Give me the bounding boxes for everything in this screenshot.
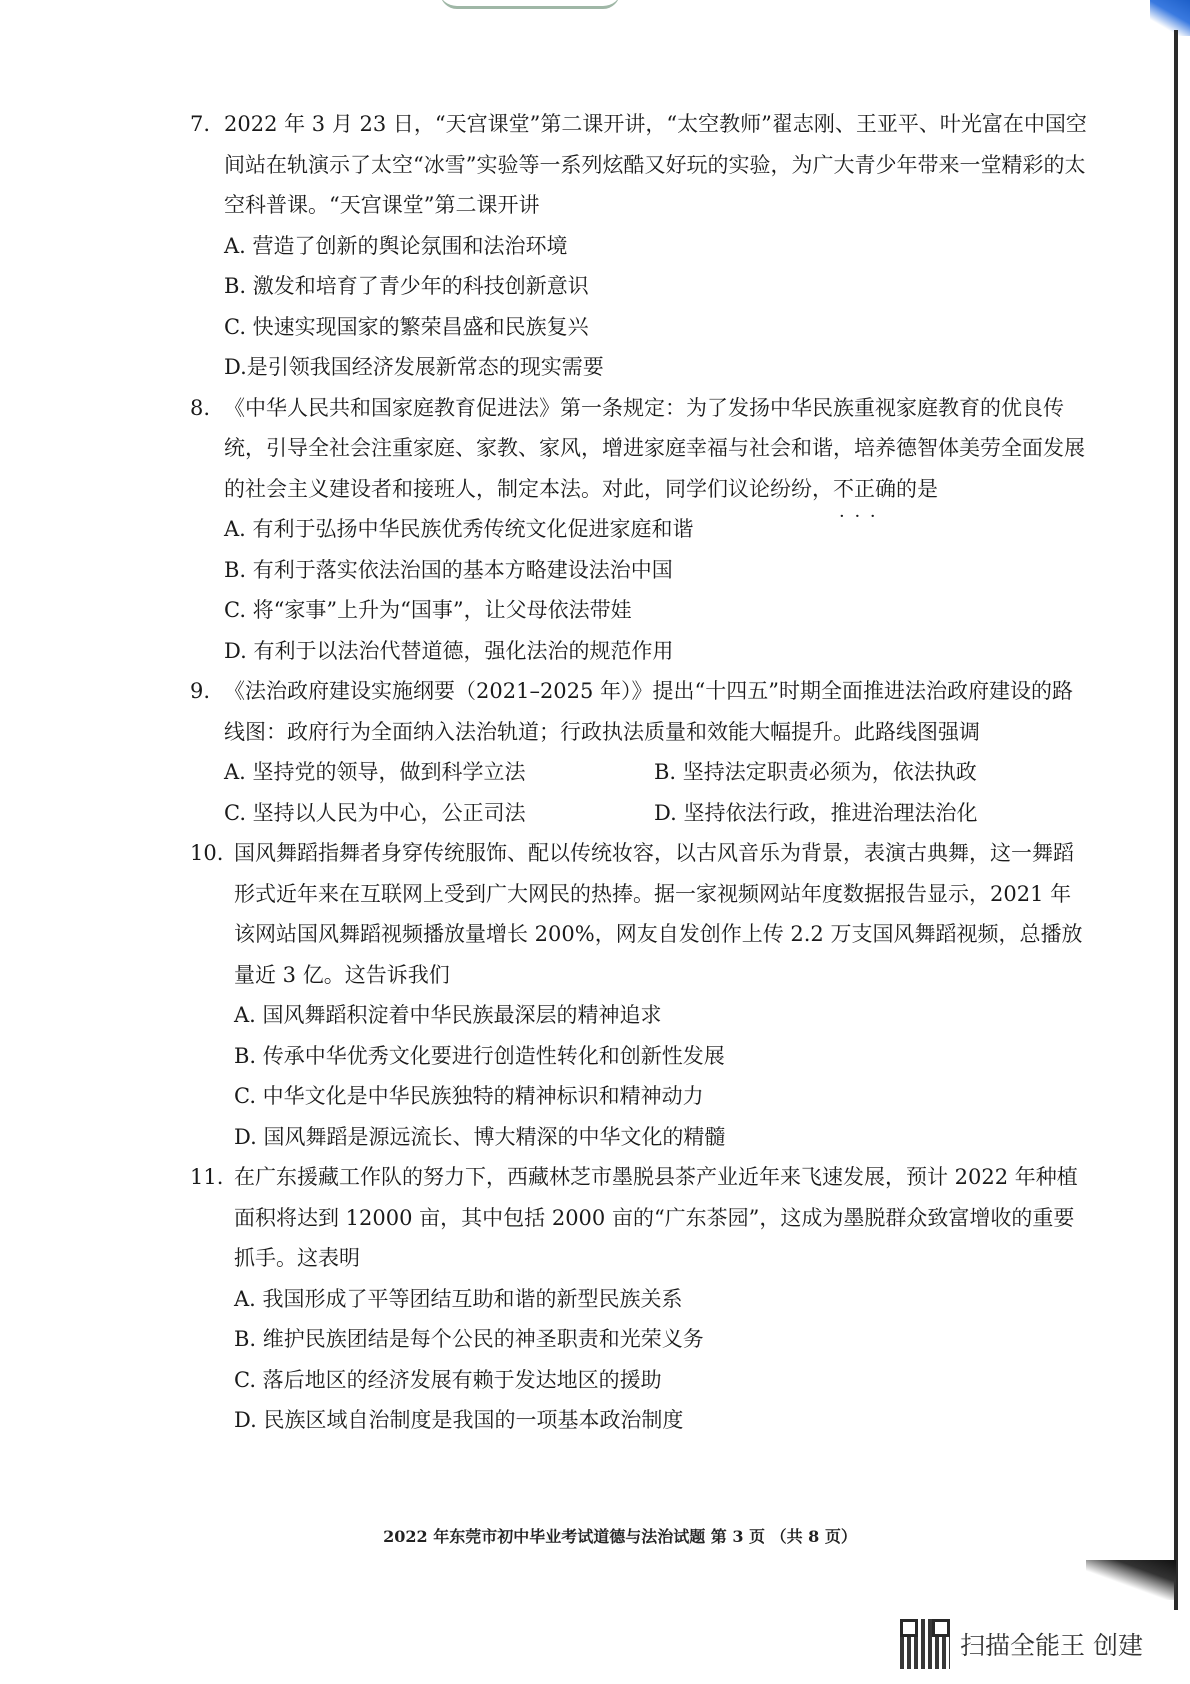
- option-d: D.是引领我国经济发展新常态的现实需要: [224, 355, 604, 379]
- question-8: [190, 388, 1090, 672]
- question-number: 11.: [190, 1165, 224, 1189]
- watermark-text: 扫描全能王 创建: [960, 1631, 1143, 1660]
- option-b: B. 传承中华优秀文化要进行创造性转化和创新性发展: [234, 1043, 725, 1068]
- question-number: 9.: [190, 679, 211, 703]
- question-number: 8.: [190, 395, 211, 420]
- option-c: C. 快速实现国家的繁荣昌盛和民族复兴: [224, 314, 589, 339]
- option-c: C. 中华文化是中华民族独特的精神标识和精神动力: [234, 1084, 704, 1108]
- question-7: [190, 104, 1090, 388]
- option-a: A. 有利于弘扬中华民族优秀传统文化促进家庭和谐: [224, 517, 694, 541]
- options-list: [234, 995, 1090, 1157]
- scanner-watermark: [900, 1618, 1180, 1670]
- option-d: D. 国风舞蹈是源远流长、博大精深的中华文化的精髓: [234, 1124, 726, 1149]
- stem-text: 《中华人民共和国家庭教育促进法》第一条规定：为了发扬中华民族重视家庭教育的优良传统，引导全社会注重家庭、家教、家风，增进家庭幸福与社会和谐，培养德智体美劳全面发展的社会主义建设者和接班人，制定本法。对此，同学们议论纷纷，: [224, 395, 1085, 501]
- options-row: [224, 752, 1090, 793]
- question-stem: 国风舞蹈指舞者身穿传统服饰、配以传统妆容，以古风音乐为背景，表演古典舞，这一舞蹈形式近年来在互联网上受到广大网民的热捧。据一家视频网站年度数据报告显示，2021 年该网站国风舞蹈视频播放量增长 200%，网友自发创作上传 2.2 万支国风舞蹈视频，总播放量近 3 亿。这告诉我们: [234, 841, 1083, 987]
- option-d: D. 民族区域自治制度是我国的一项基本政治制度: [234, 1408, 684, 1432]
- options-row: [224, 793, 1090, 834]
- scan-top-arc: [440, 0, 620, 9]
- options-list: [234, 1279, 1090, 1441]
- option-c: C. 坚持以人民为中心，公正司法: [224, 800, 526, 825]
- exam-page: [190, 104, 1090, 1441]
- option-b: B. 坚持法定职责必须为，依法执政: [654, 760, 977, 784]
- option-b: B. 有利于落实依法治国的基本方略建设法治中国: [224, 557, 673, 582]
- option-a: A. 我国形成了平等团结互助和谐的新型民族关系: [234, 1286, 683, 1311]
- question-number: 7.: [190, 112, 211, 136]
- question-11: [190, 1157, 1090, 1441]
- option-c: C. 将“家事”上升为“国事”，让父母依法带娃: [224, 598, 632, 622]
- option-c: C. 落后地区的经济发展有赖于发达地区的援助: [234, 1367, 662, 1392]
- scan-corner-shadow: [1150, 0, 1190, 36]
- question-stem: 2022 年 3 月 23 日，“天宫课堂”第二课开讲，“太空教师”翟志刚、王亚平、叶光富在中国空间站在轨演示了太空“冰雪”实验等一系列炫酷又好玩的实验，为广大青少年带来一堂精彩的太空科普课。“天宫课堂”第二课开讲: [224, 112, 1087, 217]
- option-d: D. 坚持依法行政，推进治理法治化: [654, 800, 978, 825]
- stem-emphasis: 不正确的是 · · ·: [833, 477, 938, 501]
- question-stem: 《法治政府建设实施纲要（2021–2025 年）》提出“十四五”时期全面推进法治政府建设的路线图：政府行为全面纳入法治轨道；行政执法质量和效能大幅提升。此路线图强调: [224, 679, 1074, 744]
- option-b: B. 维护民族团结是每个公民的神圣职责和光荣义务: [234, 1327, 704, 1351]
- option-a: A. 国风舞蹈积淀着中华民族最深层的精神追求: [234, 1003, 662, 1027]
- option-b: B. 激发和培育了青少年的科技创新意识: [224, 274, 589, 298]
- question-10: [190, 833, 1090, 1157]
- options-list: [224, 226, 1090, 388]
- option-a: A. 坚持党的领导，做到科学立法: [224, 760, 526, 784]
- question-stem: [224, 388, 1090, 510]
- options-list: [224, 752, 1090, 833]
- question-stem: 在广东援藏工作队的努力下，西藏林芝市墨脱县茶产业近年来飞速发展，预计 2022 年种植面积将达到 12000 亩，其中包括 2000 亩的“广东茶园”，这成为墨脱群众致富增收的重要抓手。这表明: [234, 1165, 1078, 1270]
- scan-page-edge: [1174, 30, 1178, 1610]
- option-a: A. 营造了创新的舆论氛围和法治环境: [224, 233, 568, 258]
- question-9: [190, 671, 1090, 833]
- option-d: D. 有利于以法治代替道德，强化法治的规范作用: [224, 638, 674, 663]
- qr-code-icon: [900, 1619, 950, 1669]
- options-list: [224, 509, 1090, 671]
- page-footer: 2022 年东莞市初中毕业考试道德与法治试题 第 3 页 （共 8 页）: [383, 1527, 857, 1546]
- scan-corner-shadow-bottom: [1086, 1560, 1176, 1600]
- question-number: 10.: [190, 841, 224, 865]
